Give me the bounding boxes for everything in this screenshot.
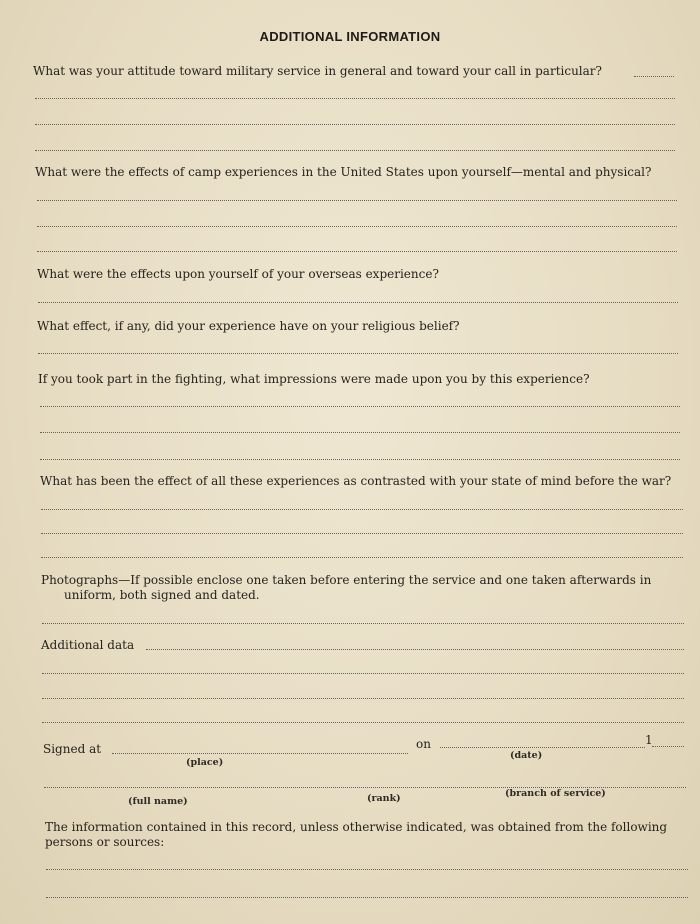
question-overseas-experience: What were the effects upon yourself of your overseas experience?: [37, 267, 439, 281]
year-prefix: 1: [645, 733, 653, 747]
page-title: ADDITIONAL INFORMATION: [259, 29, 441, 44]
rank-caption: (rank): [367, 793, 401, 804]
answer-line[interactable]: [37, 200, 677, 201]
answer-line[interactable]: [38, 353, 678, 354]
answer-line[interactable]: [35, 150, 675, 151]
year-field[interactable]: [652, 746, 684, 747]
date-caption: (date): [510, 750, 543, 761]
photographs-instruction-cont: uniform, both signed and dated.: [64, 588, 260, 602]
place-field[interactable]: [112, 753, 408, 754]
answer-line[interactable]: [46, 869, 688, 870]
answer-line[interactable]: [42, 673, 684, 674]
answer-line[interactable]: [37, 251, 677, 252]
answer-line[interactable]: [35, 98, 675, 99]
signed-at-label: Signed at: [43, 742, 102, 756]
answer-line[interactable]: [40, 406, 680, 407]
question-fighting-impressions: If you took part in the fighting, what impressions were made upon you by this experience?: [38, 372, 590, 386]
answer-line[interactable]: [40, 432, 680, 433]
answer-line[interactable]: [40, 459, 680, 460]
answer-line[interactable]: [41, 533, 683, 534]
answer-line[interactable]: [38, 302, 678, 303]
branch-caption: (branch of service): [505, 788, 606, 799]
answer-line[interactable]: [634, 76, 674, 77]
answer-line[interactable]: [42, 698, 684, 699]
date-field[interactable]: [440, 747, 645, 748]
answer-line[interactable]: [41, 557, 683, 558]
answer-line[interactable]: [37, 226, 677, 227]
place-caption: (place): [186, 757, 224, 768]
answer-line[interactable]: [42, 623, 684, 624]
answer-line[interactable]: [41, 509, 683, 510]
answer-line[interactable]: [42, 722, 684, 723]
on-label: on: [416, 737, 431, 751]
answer-line[interactable]: [46, 897, 688, 898]
full-name-caption: (full name): [128, 796, 188, 807]
additional-data-line[interactable]: [146, 649, 684, 650]
question-state-of-mind: What has been the effect of all these experiences as contrasted with your state of mind before the war?: [40, 474, 672, 488]
sources-statement-cont: persons or sources:: [45, 835, 165, 849]
answer-line[interactable]: [35, 124, 675, 125]
additional-data-label: Additional data: [41, 638, 135, 652]
question-religious-belief: What effect, if any, did your experience have on your religious belief?: [37, 319, 460, 333]
sources-statement: The information contained in this record, unless otherwise indicated, was obtained from the following: [45, 820, 668, 834]
photographs-instruction: Photographs—If possible enclose one taken before entering the service and one taken afterwards in: [41, 573, 652, 587]
question-camp-experiences: What were the effects of camp experiences in the United States upon yourself—mental and physical?: [35, 165, 652, 179]
question-military-attitude: What was your attitude toward military service in general and toward your call in particular?: [33, 64, 602, 78]
